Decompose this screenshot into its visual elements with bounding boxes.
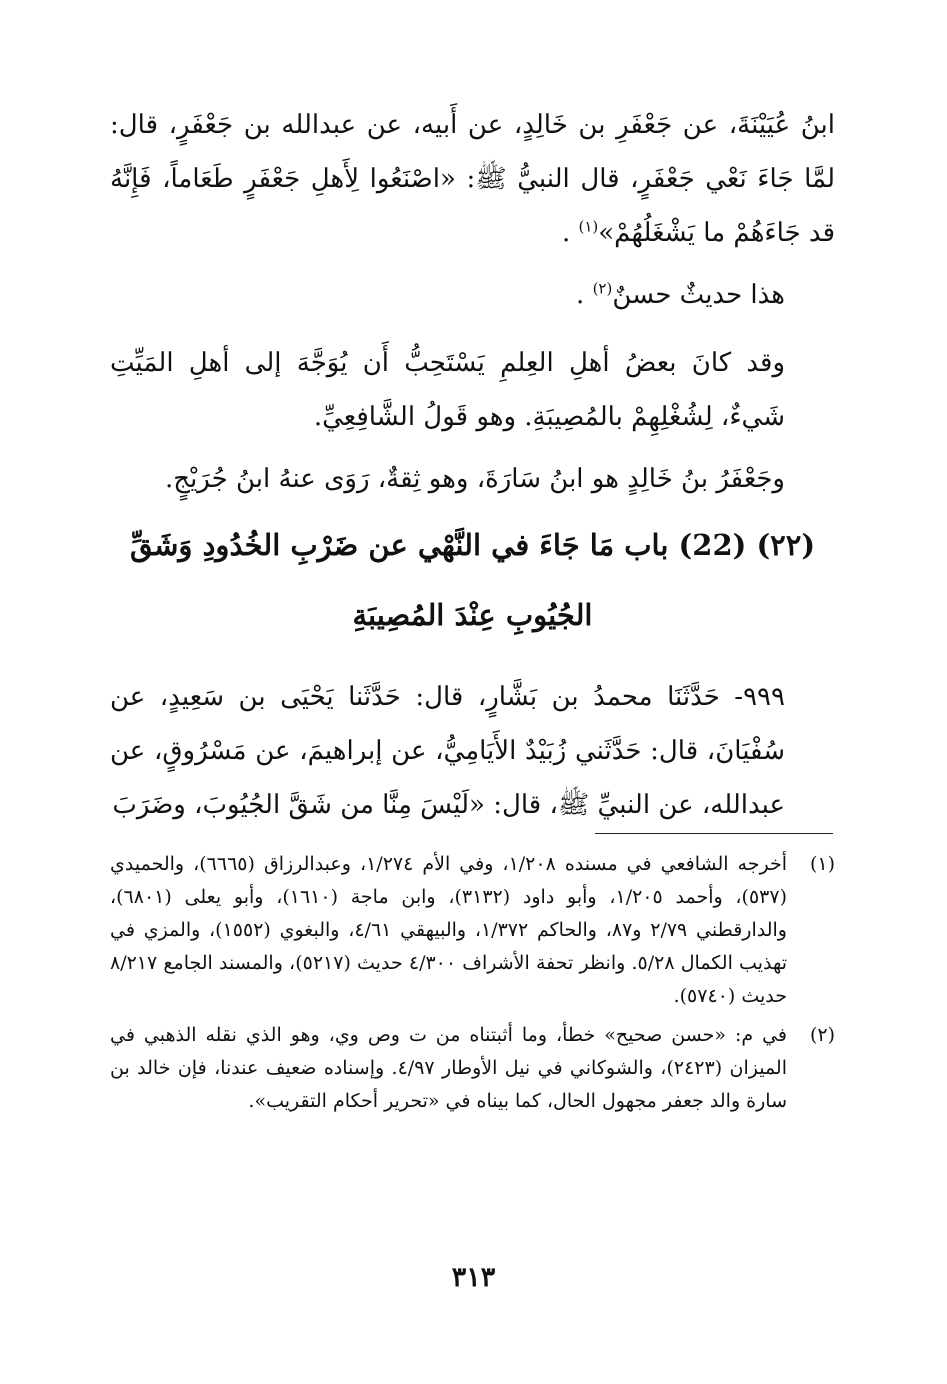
footnote-2-text: في م: «حسن صحيح» خطأ، وما أثبتناه من ت وص وي، وهو الذي نقله الذهبي في الميزان (٢٤٢٣)، والشوكاني في نيل الأوطار ٤/٩٧. وإسناده ضعيف عندنا، فإن خالد بن سارة والد جعفر مجهول الحال، كما بيناه في «تحرير أحكام التقريب».: [110, 1024, 788, 1112]
narrator-paragraph: وجَعْفَرُ بنُ خَالِدٍ هو ابنُ سَارَةَ، وهو ثِقةٌ، رَوَى عنهُ ابنُ جُرَيْجٍ.: [165, 464, 785, 494]
footnote-2-number: (٢): [809, 1024, 835, 1046]
footnote-1-text: أخرجه الشافعي في مسنده ١/٢٠٨، وفي الأم ١/٢٧٤، وعبدالرزاق (٦٦٦٥)، والحميدي (٥٣٧)، وأحمد ١/٢٠٥، وأبو داود (٣١٣٢)، وابن ماجة (١٦١٠)، وأبو يعلى (٦٨٠١)، والدارقطني ٢/٧٩ و٨٧، والحاكم ١/٣٧٢، والبيهقي ٤/٦١، والبغوي (١٥٥٢)، والمزي في تهذيب الكمال ٥/٢٨. وانظر تحفة الأشراف ٤/٣٠٠ حديث (٥٢١٧)، والمسند الجامع ٨/٢١٧ حديث (٥٧٤٠).: [110, 853, 788, 1007]
grading-end: .: [576, 280, 593, 310]
footnote-ref-1[interactable]: (١): [578, 217, 599, 236]
main-text: [110, 98, 835, 832]
footnote-2: [110, 1019, 835, 1118]
footnote-1-number: (١): [809, 853, 835, 875]
hadith-999-paragraph: ٩٩٩- حَدَّثَنَا محمدُ بن بَشَّارٍ، قال: حَدَّثَنا يَحْيَى بن سَعِيدٍ، عن سُفْيَانَ، قال: حَدَّثَني زُبَيْدٌ الأَيَامِيُّ، عن إبراهيمَ، عن مَسْرُوقٍ، عن عبدالله، عن النبيِّ ﷺ، قال: «لَيْسَ مِنَّا من شَقَّ الجُيُوبَ، وضَرَبَ: [110, 682, 785, 820]
page-number: ٣١٣: [451, 1262, 496, 1293]
footnote-1: [110, 848, 835, 1013]
footnotes: [110, 848, 835, 1124]
hadith-end: .: [561, 218, 579, 248]
chapter-title: (٢٢) (22) باب مَا جَاءَ في النَّهْي عن ضَرْبِ الخُدُودِ وَشَقِّ الجُيُوبِ عِنْدَ المُصِيبَةِ: [129, 528, 816, 632]
hadith-paragraph: [110, 98, 835, 260]
grading-paragraph: [110, 268, 835, 322]
footnote-divider: [595, 833, 833, 834]
scholars-paragraph: وقد كانَ بعضُ أهلِ العِلمِ يَسْتَحِبُّ أَن يُوَجَّهَ إلى أهلِ المَيِّتِ شَيءٌ، لِشُغْلِهِمْ بالمُصِيبَةِ. وهو قَولُ الشَّافِعِيِّ.: [110, 348, 786, 432]
hadith-text: ابنُ عُيَيْنَةَ، عن جَعْفَرِ بن خَالِدٍ، عن أَبيه، عن عبدالله بن جَعْفَرٍ، قال: لمَّا جَاءَ نَعْي جَعْفَرٍ، قال النبيُّ ﷺ: «اصْنَعُوا لِأَهلِ جَعْفَرٍ طَعَاماً، فَإِنَّهُ قد جَاءَهُمْ ما يَشْغَلُهُمْ»: [110, 110, 835, 248]
grading-text: هذا حديثٌ حسنٌ: [612, 280, 785, 310]
footnote-ref-2[interactable]: (٢): [592, 279, 613, 298]
